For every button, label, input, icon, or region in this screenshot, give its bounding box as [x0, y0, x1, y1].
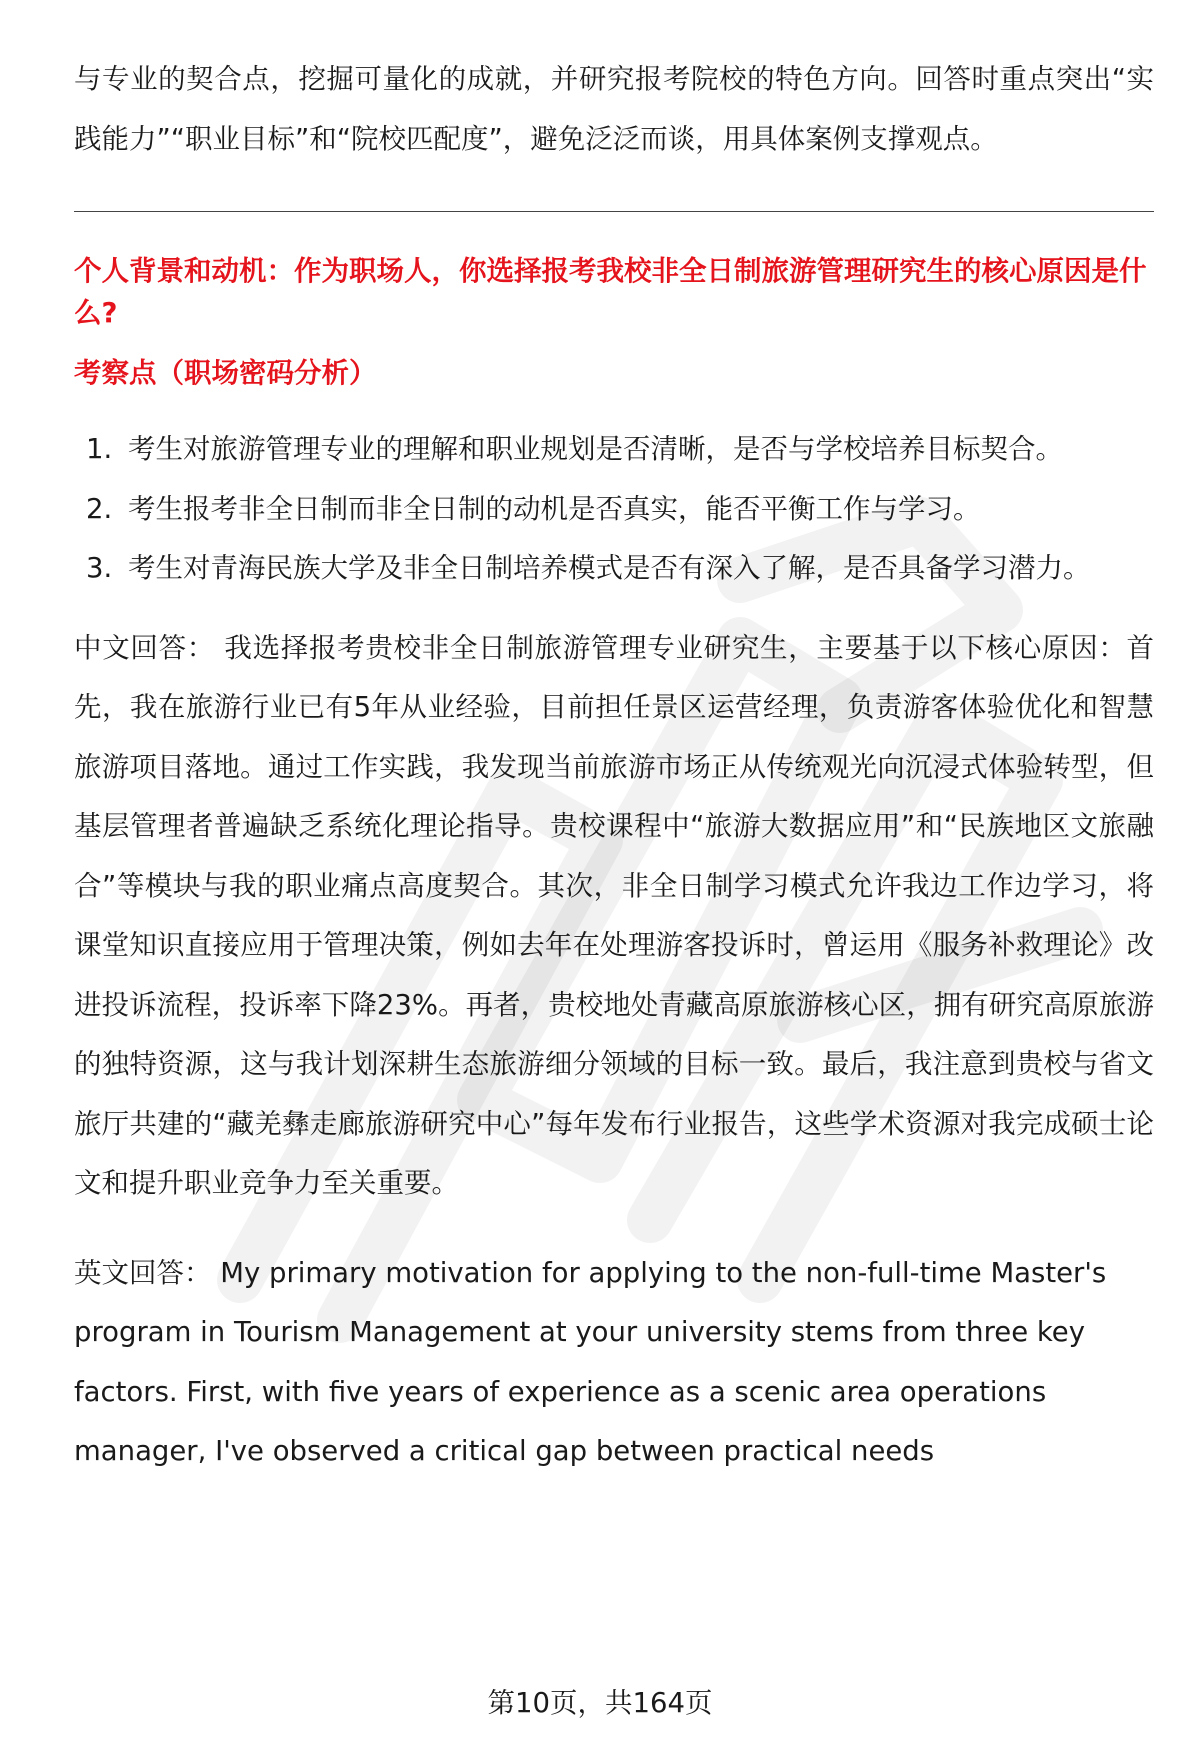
english-answer-text: My primary motivation for applying to the non-full-time Master's program in Tourism Management at your university stems from three key factors. First, with five years of experience as a scenic area operations manager, I've observed a critical gap between practical needs: [74, 1256, 1107, 1467]
list-item-text: 考生报考非全日制而非全日制的动机是否真实，能否平衡工作与学习。: [128, 492, 981, 525]
question-heading: 个人背景和动机：作为职场人，你选择报考我校非全日制旅游管理研究生的核心原因是什么?: [74, 255, 1147, 329]
list-item-number: 3.: [86, 552, 113, 584]
assessment-heading: 考察点（职场密码分析）: [74, 357, 377, 389]
english-answer-label: 英文回答：: [74, 1256, 212, 1289]
intro-paragraph: 与专业的契合点，挖掘可量化的成就，并研究报考院校的特色方向。回答时重点突出“实践能力”“职业目标”和“院校匹配度”，避免泛泛而谈，用具体案例支撑观点。: [74, 63, 1154, 155]
list-item-number: 1.: [86, 433, 113, 465]
chinese-answer: [74, 619, 1154, 1214]
page-footer: 第10页，共164页: [487, 1687, 713, 1719]
list-item: [74, 539, 1154, 599]
list-item-text: 考生对旅游管理专业的理解和职业规划是否清晰，是否与学校培养目标契合。: [128, 433, 1063, 465]
document-page: [74, 50, 1154, 1482]
english-answer: [74, 1244, 1154, 1482]
list-item: [74, 420, 1154, 480]
list-item: [74, 480, 1154, 540]
list-item-text: 考生对青海民族大学及非全日制培养模式是否有深入了解，是否具备学习潜力。: [128, 552, 1091, 584]
list-item-number: 2.: [86, 492, 113, 525]
assessment-points-list: [74, 420, 1154, 599]
chinese-answer-label: 中文回答：: [74, 631, 215, 664]
chinese-answer-text: 我选择报考贵校非全日制旅游管理专业研究生，主要基于以下核心原因：首先，我在旅游行业已有5年从业经验，目前担任景区运营经理，负责游客体验优化和智慧旅游项目落地。通过工作实践，我发现当前旅游市场正从传统观光向沉浸式体验转型，但基层管理者普遍缺乏系统化理论指导。贵校课程中“旅游大数据应用”和“民族地区文旅融合”等模块与我的职业痛点高度契合。其次，非全日制学习模式允许我边工作边学习，将课堂知识直接应用于管理决策，例如去年在处理游客投诉时，曾运用《服务补救理论》改进投诉流程，投诉率下降23%。再者，贵校地处青藏高原旅游核心区，拥有研究高原旅游的独特资源，这与我计划深耕生态旅游细分领域的目标一致。最后，我注意到贵校与省文旅厅共建的“藏羌彝走廊旅游研究中心”每年发布行业报告，这些学术资源对我完成硕士论文和提升职业竞争力至关重要。: [74, 631, 1155, 1199]
section-divider: [74, 211, 1154, 212]
